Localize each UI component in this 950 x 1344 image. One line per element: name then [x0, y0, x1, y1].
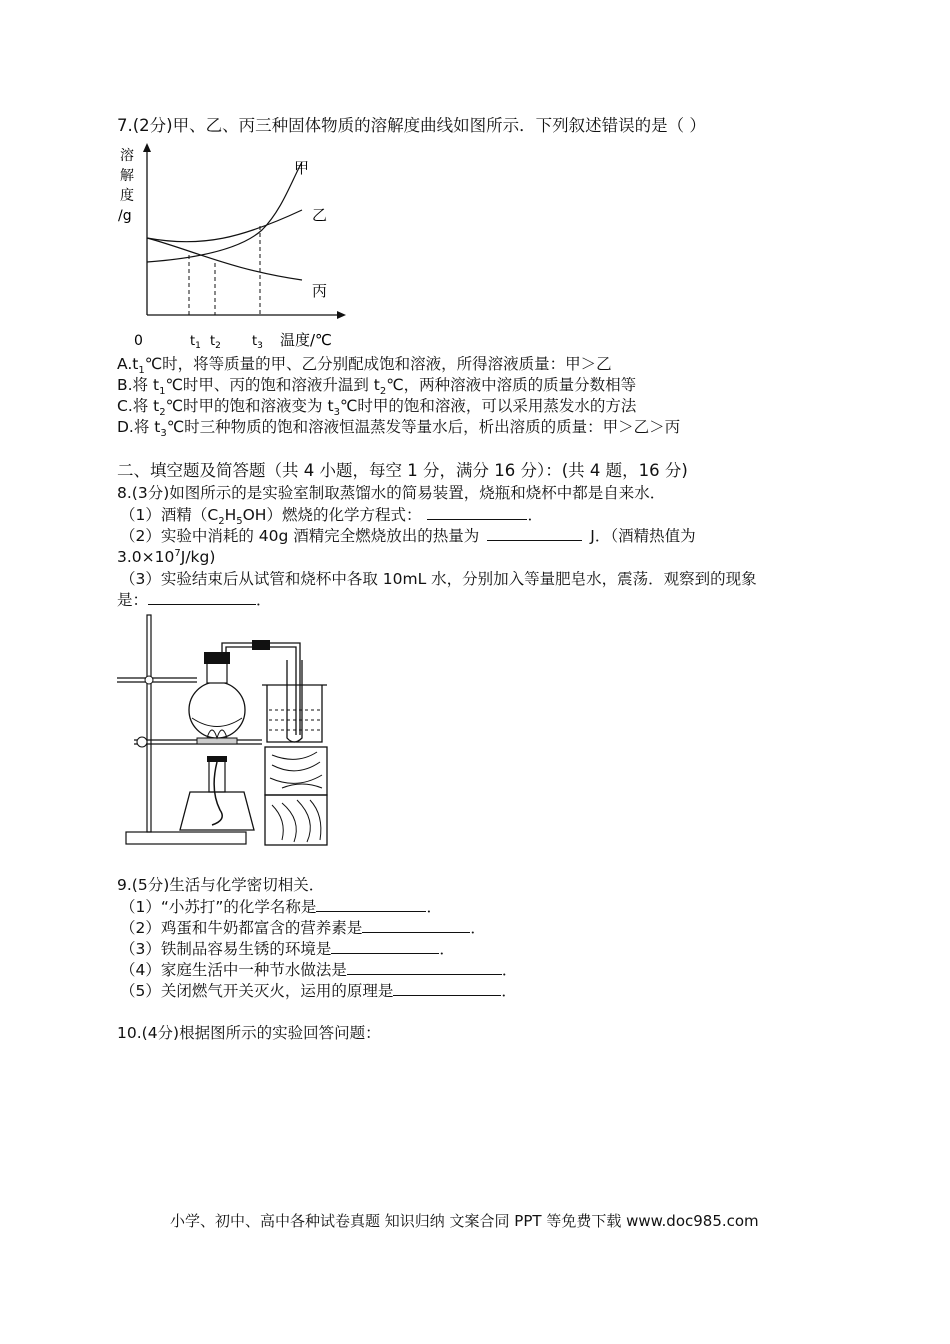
delivery-tube [222, 643, 300, 735]
beaker [267, 685, 322, 742]
q8-part3: （3）实验结束后从试管和烧杯中各取 10mL 水，分别加入等量肥皂水，震荡．观察到的现象 [120, 570, 757, 588]
y-axis-arrow [143, 143, 151, 152]
q9-item-4: （4）家庭生活中一种节水做法是 ． [120, 961, 518, 979]
curve-label-jia: 甲 [294, 159, 310, 177]
curve-bing [147, 238, 302, 280]
q9-item-1: （1）“小苏打”的化学名称是 ． [120, 898, 442, 916]
curve-label-bing: 丙 [312, 282, 328, 300]
wood-block-lower [265, 795, 327, 845]
q7-option-b: B.将 $t_1℃$时甲、丙的饱和溶液升温到 $t_2℃$，两种溶液中溶质的质量分数相等 [117, 376, 637, 398]
page-footer: 小学、初中、高中各种试卷真题 知识归纳 文案合同 PPT 等免费下载 www.doc985.com [170, 1212, 759, 1230]
answer-blank[interactable] [316, 897, 426, 912]
tick-t2: $t_2$ [210, 334, 221, 351]
q8-part2-cont: $3.0\times 10^7J/kg$) [117, 547, 216, 566]
section2-heading: 二、填空题及简答题（共 4 小题，每空 1 分，满分 16 分）：(共 4 题，16 分) [117, 461, 688, 480]
answer-blank[interactable] [362, 918, 470, 933]
alcohol-lamp [180, 792, 254, 830]
flask [189, 682, 245, 738]
xlabel: 温度/℃ [280, 331, 332, 349]
q10-stem: 10.(4分)根据图所示的实验回答问题： [117, 1024, 381, 1042]
x-axis-arrow [337, 311, 346, 319]
q8-part3-cont: 是： ． [117, 591, 272, 609]
answer-blank[interactable] [331, 939, 439, 954]
ylabel-char-3: 度 [120, 188, 134, 204]
distillation-apparatus [112, 610, 342, 850]
q8-part1: （1）酒精$(C_2H_5OH)$燃烧的化学方程式： ． [120, 506, 543, 528]
q9-stem: 9.(5分)生活与化学密切相关． [117, 876, 325, 894]
stand-base [126, 832, 246, 844]
q9-item-5: （5）关闭燃气开关灭火，运用的原理是 ． [120, 982, 517, 1000]
tick-t1: $t_1$ [190, 334, 201, 351]
answer-blank[interactable] [148, 590, 256, 605]
curve-jia [147, 162, 302, 262]
q9-item-3: （3）铁制品容易生锈的环境是 ． [120, 940, 455, 958]
solubility-graph [112, 140, 352, 355]
answer-blank[interactable] [487, 526, 582, 541]
q8-part2: （2）实验中消耗的 40g 酒精完全燃烧放出的热量为 J．（酒精热值为 [120, 527, 696, 545]
ylabel-char-1: 溶 [120, 148, 134, 164]
ylabel-char-2: 解 [120, 168, 134, 184]
answer-blank[interactable] [393, 981, 501, 996]
q7-stem: 7.(2分)甲、乙、丙三种固体物质的溶解度曲线如图所示．下列叙述错误的是（ ） [117, 116, 706, 135]
tick-t3: $t_3$ [252, 334, 263, 351]
curve-yi [147, 210, 302, 242]
stand-rod [147, 615, 151, 832]
curve-label-yi: 乙 [312, 206, 328, 224]
ylabel-char-4: /g [118, 208, 132, 224]
q7-option-d: D.将 $t_3℃$时三种物质的饱和溶液恒温蒸发等量水后，析出溶质的质量：甲＞乙＞丙 [117, 418, 681, 440]
q7-option-a: $A.t_1℃$时，将等质量的甲、乙分别配成饱和溶液，所得溶液质量：甲＞乙 [117, 355, 612, 377]
answer-blank[interactable] [427, 505, 527, 520]
q7-option-c: C.将 $t_2℃$时甲的饱和溶液变为 $t_3℃$时甲的饱和溶液，可以采用蒸发水的方法 [117, 397, 637, 419]
clamp-knob [145, 676, 153, 684]
answer-blank[interactable] [347, 960, 502, 975]
q8-stem: 8.(3分)如图所示的是实验室制取蒸馏水的简易装置，烧瓶和烧杯中都是自来水． [117, 484, 666, 502]
q9-item-2: （2）鸡蛋和牛奶都富含的营养素是 ． [120, 919, 486, 937]
origin-label: 0 [134, 333, 143, 349]
